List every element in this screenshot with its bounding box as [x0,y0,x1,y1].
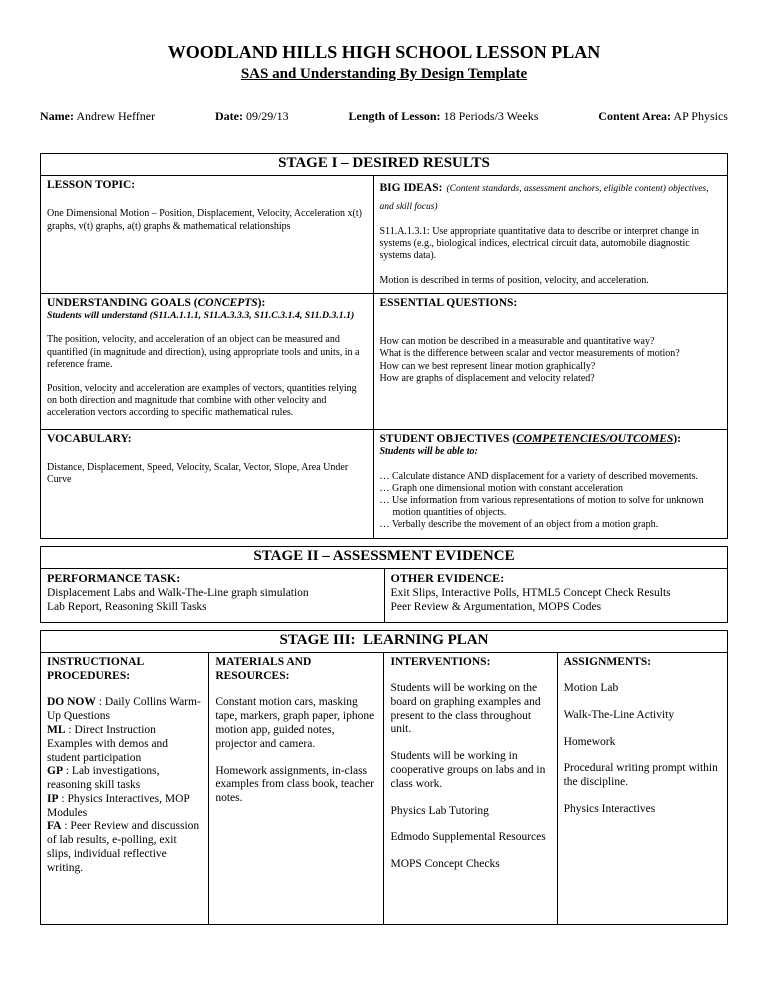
stage3-heading: STAGE III: LEARNING PLAN [41,630,728,652]
assignment-item-5: Physics Interactives [563,802,656,815]
goals-paragraph-2: Position, velocity and acceleration are examples of vectors, quantities relying on both direction and magnitude that combine with other velocity and acceleration vectors according to specific mathematical rules. [47,382,357,419]
objective-item-1: … Calculate distance AND displacement for a variety of described movements. [379,470,699,482]
interventions-label: INTERVENTIONS: [390,655,491,668]
essential-question-2: What is the difference between scalar and vector measurements of motion? [379,348,680,360]
procedure-item-fa [47,820,202,875]
student-objectives-label [380,432,722,446]
procedure-item-ip [47,793,202,821]
lesson-topic-cell [41,176,374,294]
procedure-text-fa: : Peer Review and discussion of lab results, e-polling, exit slips, individual reflective writing. [47,820,200,874]
lesson-topic-body: One Dimensional Motion – Position, Displacement, Velocity, Acceleration x(t) graphs, v(t) graphs, a(t) graphs & mathematical relationships [47,208,362,232]
other-evidence-cell [384,568,728,622]
vocabulary-label: VOCABULARY: [47,432,132,445]
objective-item-2: … Graph one dimensional motion with constant acceleration [379,482,624,494]
understanding-goals-label [47,296,367,310]
other-evidence-line-2: Peer Review & Argumentation, MOPS Codes [390,600,602,613]
meta-content-area-label: Content Area: [598,109,672,123]
interventions-cell [384,652,557,924]
meta-date-label: Date: [214,109,243,123]
lesson-topic-label: LESSON TOPIC: [47,179,136,191]
instructional-procedures-label: INSTRUCTIONAL PROCEDURES: [47,655,144,682]
goals-subheading: Students will understand (S11.A.1.1.1, S11.A.3.3.3, S11.C.3.1.4, S11.D.3.1.1) [47,310,355,322]
meta-name-value: Andrew Heffner [76,109,156,123]
procedure-code-fa: FA [47,820,62,833]
objectives-label-competencies: COMPETENCIES/OUTCOMES [516,432,674,445]
materials-paragraph-2: Homework assignments, in-class examples from class book, teacher notes. [215,764,375,805]
assignment-item-2: Walk-The-Line Activity [563,708,675,721]
meta-row [40,109,728,124]
vocabulary-body: Distance, Displacement, Speed, Velocity, Scalar, Vector, Slope, Area Under Curve [47,462,349,486]
meta-content-area [598,109,728,124]
big-ideas-paragraph-2: Motion is described in terms of position, velocity, and acceleration. [379,274,649,286]
essential-questions-list [380,336,722,385]
goals-label-concepts: CONCEPTS [197,296,258,309]
performance-task-line-2: Lab Report, Reasoning Skill Tasks [47,600,207,613]
big-ideas-cell [373,176,728,294]
interventions-paragraph-5: MOPS Concept Checks [390,858,500,871]
procedure-text-do-now: : Daily Collins Warm-Up Questions [47,696,201,723]
vocabulary-cell [41,429,374,538]
procedure-code-gp: GP [47,765,63,778]
meta-length-label: Length of Lesson: [348,109,441,123]
goals-label-prefix: UNDERSTANDING GOALS ( [47,296,198,309]
big-ideas-paragraph-1: S11.A.1.3.1: Use appropriate quantitative data to describe or interpret change in systems (e.g., biological indices, electrical circuit data, automobile diagnostic systems data). [379,226,700,262]
other-evidence-line-1: Exit Slips, Interactive Polls, HTML5 Concept Check Results [390,586,671,599]
procedure-code-do-now: DO NOW [47,696,96,709]
procedure-item-ml [47,724,202,765]
essential-questions-label: ESSENTIAL QUESTIONS: [379,296,518,309]
interventions-paragraph-3: Physics Lab Tutoring [390,804,489,817]
assignment-item-4: Procedural writing prompt within the discipline. [563,762,718,789]
stage3-table [40,630,728,925]
essential-question-3: How can we best represent linear motion graphically? [379,360,596,372]
meta-date-value: 09/29/13 [245,109,289,123]
meta-content-area-value: AP Physics [673,109,728,123]
stage1-heading: STAGE I – DESIRED RESULTS [41,154,728,176]
performance-task-label: PERFORMANCE TASK: [47,570,181,585]
instructional-procedures-cell [41,652,209,924]
document-subtitle: SAS and Understanding By Design Template [240,66,528,82]
meta-date [215,109,289,124]
performance-task-line-1: Displacement Labs and Walk-The-Line graph simulation [47,586,309,599]
objectives-list [380,471,722,532]
student-objectives-cell [373,429,728,538]
essential-question-4: How are graphs of displacement and velocity related? [379,372,595,384]
assignments-label: ASSIGNMENTS: [563,655,652,668]
procedures-list [47,696,202,875]
materials-cell [209,652,384,924]
other-evidence-label: OTHER EVIDENCE: [390,570,505,585]
meta-length [349,109,539,124]
goals-label-suffix: ): [257,296,266,309]
meta-name [40,109,155,124]
interventions-paragraph-4: Edmodo Supplemental Resources [390,831,546,844]
big-ideas-label: BIG IDEAS: [379,182,443,194]
procedure-code-ip: IP [47,792,59,805]
performance-task-cell [41,568,385,622]
objectives-label-suffix: ): [673,432,681,445]
stage1-table [40,153,728,539]
essential-questions-cell [373,293,728,429]
procedure-item-gp [47,765,202,793]
interventions-paragraph-2: Students will be working in cooperative groups on labs and in class work. [390,750,546,790]
procedure-text-gp: : Lab investigations, reasoning skill tasks [47,765,160,792]
objective-item-4: … Verbally describe the movement of an object from a motion graph. [379,519,659,531]
procedure-text-ml: : Direct Instruction Examples with demos and student participation [47,723,169,764]
objectives-subheading: Students will be able to: [379,446,478,458]
stage2-heading: STAGE II – ASSESSMENT EVIDENCE [41,546,728,568]
materials-label: MATERIALS AND RESOURCES: [215,655,312,682]
document-title: WOODLAND HILLS HIGH SCHOOL LESSON PLAN [167,42,601,62]
objective-item-3: … Use information from various representations of motion to solve for unknown motion quantities of objects. [379,495,704,519]
big-ideas-note: (Content standards, assessment anchors, eligible content) objectives, and skill focus) [379,184,709,212]
essential-question-1: How can motion be described in a measurable and quantitative way? [379,336,655,348]
materials-paragraph-1: Constant motion cars, masking tape, markers, graph paper, iphone motion app, guided notes, projector and camera. [215,696,375,750]
interventions-paragraph-1: Students will be working on the board on graphing examples and present to the class throughout unit. [390,681,541,736]
meta-name-label: Name: [40,109,74,123]
procedure-code-ml: ML [47,723,66,736]
understanding-goals-cell [41,293,374,429]
procedure-item-do-now [47,696,202,724]
procedure-text-ip: : Physics Interactives, MOP Modules [47,792,190,819]
big-ideas-heading [380,178,722,214]
assignment-item-3: Homework [563,735,616,748]
goals-paragraph-1: The position, velocity, and acceleration of an object can be measured and quantified (in magnitude and direction), using appropriate tools and units, in a reference frame. [47,334,360,370]
meta-length-value: 18 Periods/3 Weeks [443,109,539,123]
assignment-item-1: Motion Lab [563,681,619,694]
objectives-label-prefix: STUDENT OBJECTIVES ( [379,432,517,445]
stage2-table [40,546,728,623]
assignments-cell [557,652,727,924]
